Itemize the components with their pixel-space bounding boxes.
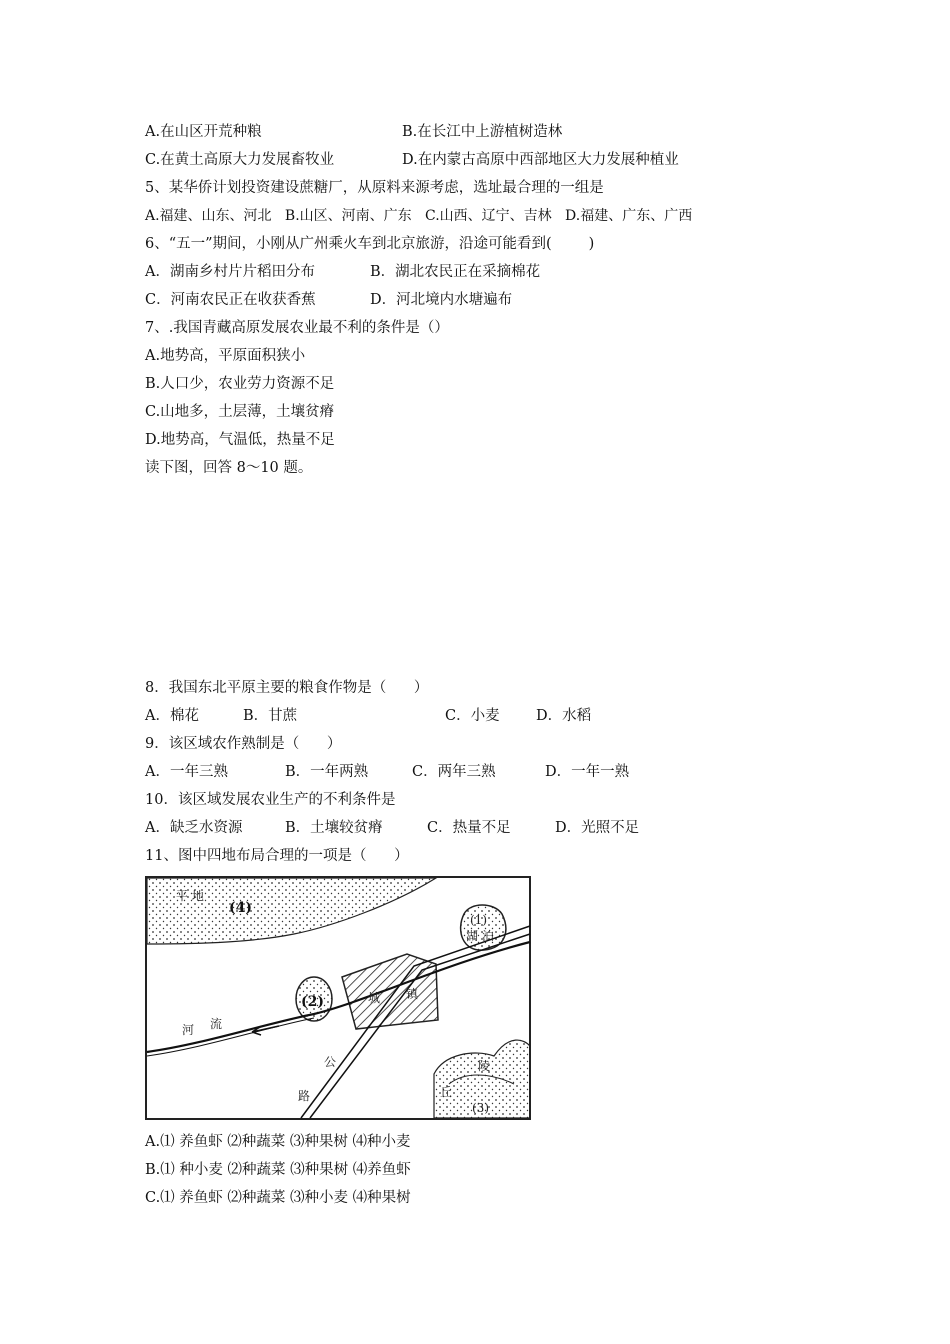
q11-option-b: B.⑴ 种小麦 ⑵种蔬菜 ⑶种果树 ⑷养鱼虾	[145, 1162, 411, 1178]
q7-option-c: C.山地多，土层薄，土壤贫瘠	[145, 404, 335, 420]
lake-label: 湖 泊	[466, 929, 494, 943]
road-label-1: 公	[324, 1055, 337, 1069]
town-label-1: 城	[368, 991, 381, 1005]
road-label-2: 路	[298, 1089, 311, 1103]
q8-option-b: B．甘蔗	[243, 708, 298, 724]
q9-option-c: C．两年三熟	[412, 764, 496, 780]
q8-stem: 8．我国东北平原主要的粮食作物是（ ）	[145, 680, 429, 696]
river-label-1: 河	[182, 1023, 195, 1037]
hill-label-2: 丘	[440, 1085, 453, 1099]
q6-option-d: D．河北境内水塘遍布	[370, 292, 513, 308]
q4-option-d: D.在内蒙古高原中西部地区大力发展种植业	[402, 152, 679, 168]
plot-2-number: (2)	[301, 994, 324, 1010]
plot-4-number: (4)	[229, 900, 252, 916]
river-label-2: 流	[210, 1017, 223, 1031]
q6-option-a: A．湖南乡村片片稻田分布	[145, 264, 315, 280]
q9-stem: 9．该区域农作熟制是（ ）	[145, 736, 342, 752]
q11-option-a: A.⑴ 养鱼虾 ⑵种蔬菜 ⑶种果树 ⑷种小麦	[145, 1134, 411, 1150]
hill-label-1: 陵	[478, 1059, 491, 1073]
q6-option-b: B．湖北农民正在采摘棉花	[370, 264, 541, 280]
read-prompt: 读下图，回答 8～10 题。	[145, 460, 313, 476]
q10-option-c: C．热量不足	[427, 820, 511, 836]
q9-option-a: A．一年三熟	[145, 764, 228, 780]
q8-option-d: D．水稻	[536, 708, 592, 724]
q11-option-c: C.⑴ 养鱼虾 ⑵种蔬菜 ⑶种小麦 ⑷种果树	[145, 1190, 411, 1206]
q7-option-a: A.地势高，平原面积狭小	[145, 348, 306, 364]
lake-area	[461, 905, 506, 950]
q9-option-b: B．一年两熟	[285, 764, 369, 780]
q7-stem: 7、.我国青藏高原发展农业最不利的条件是（）	[145, 320, 449, 336]
q4-option-c: C.在黄土高原大力发展畜牧业	[145, 152, 335, 168]
plain-label: 平 地	[176, 889, 204, 903]
q8-option-c: C．小麦	[445, 708, 500, 724]
land-use-map	[144, 874, 532, 1122]
q11-stem: 11、图中四地布局合理的一项是（ ）	[145, 848, 409, 864]
q6-option-c: C．河南农民正在收获香蕉	[145, 292, 316, 308]
hill-number: (3)	[472, 1101, 489, 1115]
q10-option-b: B．土壤较贫瘠	[285, 820, 383, 836]
q4-option-a: A.在山区开荒种粮	[145, 124, 262, 140]
q7-option-d: D.地势高，气温低，热量不足	[145, 432, 335, 448]
q7-option-b: B.人口少，农业劳力资源不足	[145, 376, 335, 392]
q10-option-d: D．光照不足	[555, 820, 640, 836]
q4-option-b: B.在长江中上游植树造林	[402, 124, 563, 140]
q10-option-a: A．缺乏水资源	[145, 820, 243, 836]
q8-option-a: A．棉花	[145, 708, 199, 724]
town-label-2: 镇	[406, 987, 419, 1001]
q6-stem: 6、“五一”期间，小刚从广州乘火车到北京旅游，沿途可能看到( )	[145, 236, 595, 252]
lake-number: (1)	[470, 913, 487, 927]
q5-stem: 5、某华侨计划投资建设蔗糖厂，从原料来源考虑，选址最合理的一组是	[145, 180, 604, 196]
q5-options: A.福建、山东、河北 B.山区、河南、广东 C.山西、辽宁、吉林 D.福建、广东、广西	[145, 208, 693, 224]
q10-stem: 10．该区域发展农业生产的不利条件是	[145, 792, 396, 808]
q9-option-d: D．一年一熟	[545, 764, 630, 780]
